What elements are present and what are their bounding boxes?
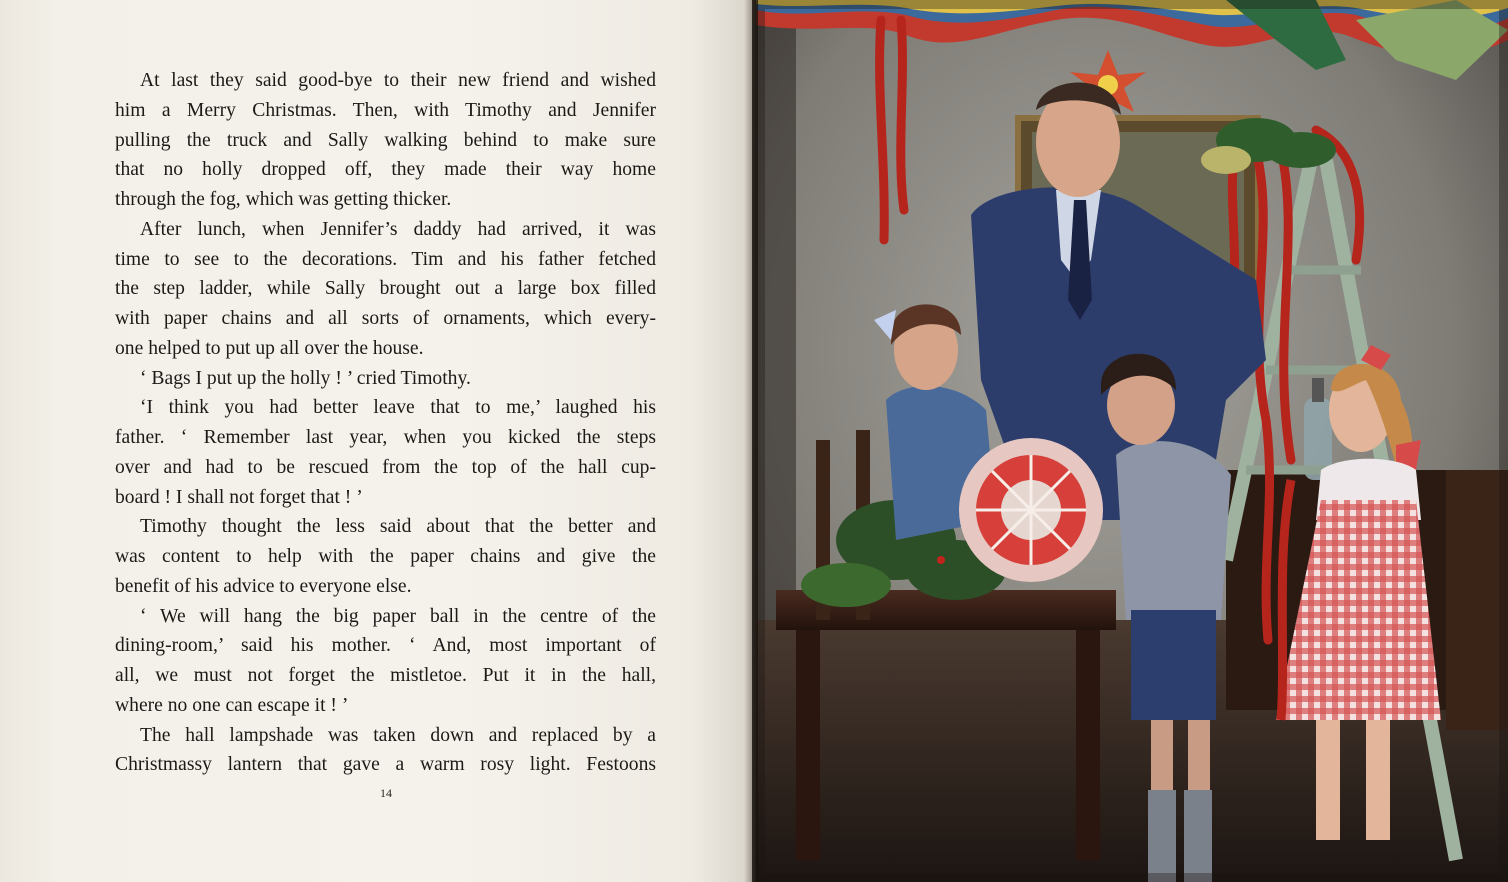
- text-line: over and had to be rescued from the top of the hall cup-: [115, 456, 656, 478]
- text-line: At last they said good-bye to their new friend and wished: [140, 70, 656, 91]
- text-line: board ! I shall not forget that ! ’: [115, 486, 363, 508]
- text-line: ‘ Bags I put up the holly ! ’ cried Timothy.: [140, 367, 471, 389]
- text-line: dining-room,’ said his mother. ‘ And, most important of: [115, 635, 656, 657]
- left-page: [0, 0, 752, 882]
- page-gutter: [744, 0, 758, 882]
- text-line: all, we must not forget the mistletoe. Put it in the hall,: [115, 665, 656, 686]
- text-line: the step ladder, while Sally brought out a large box filled: [115, 278, 656, 300]
- right-page: [756, 0, 1508, 882]
- text-line: Christmassy lantern that gave a warm rosy light. Festoons: [115, 754, 656, 776]
- text-line: that no holly dropped off, they made their way home: [115, 159, 656, 181]
- text-line: him a Merry Christmas. Then, with Timothy and Jennifer: [115, 99, 656, 121]
- text-line: through the fog, which was getting thicker.: [115, 189, 452, 210]
- text-line: where no one can escape it ! ’: [115, 694, 349, 716]
- text-line: benefit of his advice to everyone else.: [115, 575, 412, 597]
- christmas-decorating-illustration: [756, 0, 1508, 882]
- text-line: pulling the truck and Sally walking behind to make sure: [115, 129, 656, 151]
- text-line: time to see to the decorations. Tim and his father fetched: [115, 248, 656, 270]
- text-line: was content to help with the paper chains and give the: [115, 546, 656, 567]
- story-text: [115, 66, 656, 780]
- text-line: The hall lampshade was taken down and replaced by a: [140, 724, 656, 746]
- text-line: Timothy thought the less said about that the better and: [140, 516, 656, 538]
- text-line: ‘ We will hang the big paper ball in the centre of the: [140, 605, 656, 627]
- text-line: with paper chains and all sorts of ornaments, which every-: [115, 308, 656, 329]
- text-line: one helped to put up all over the house.: [115, 337, 424, 359]
- text-line: ‘I think you had better leave that to me,’ laughed his: [140, 397, 656, 419]
- text-line: After lunch, when Jennifer’s daddy had arrived, it was: [140, 218, 656, 240]
- page-number: 14: [380, 786, 392, 800]
- text-line: father. ‘ Remember last year, when you kicked the steps: [115, 427, 656, 448]
- paper-ball: [959, 438, 1103, 582]
